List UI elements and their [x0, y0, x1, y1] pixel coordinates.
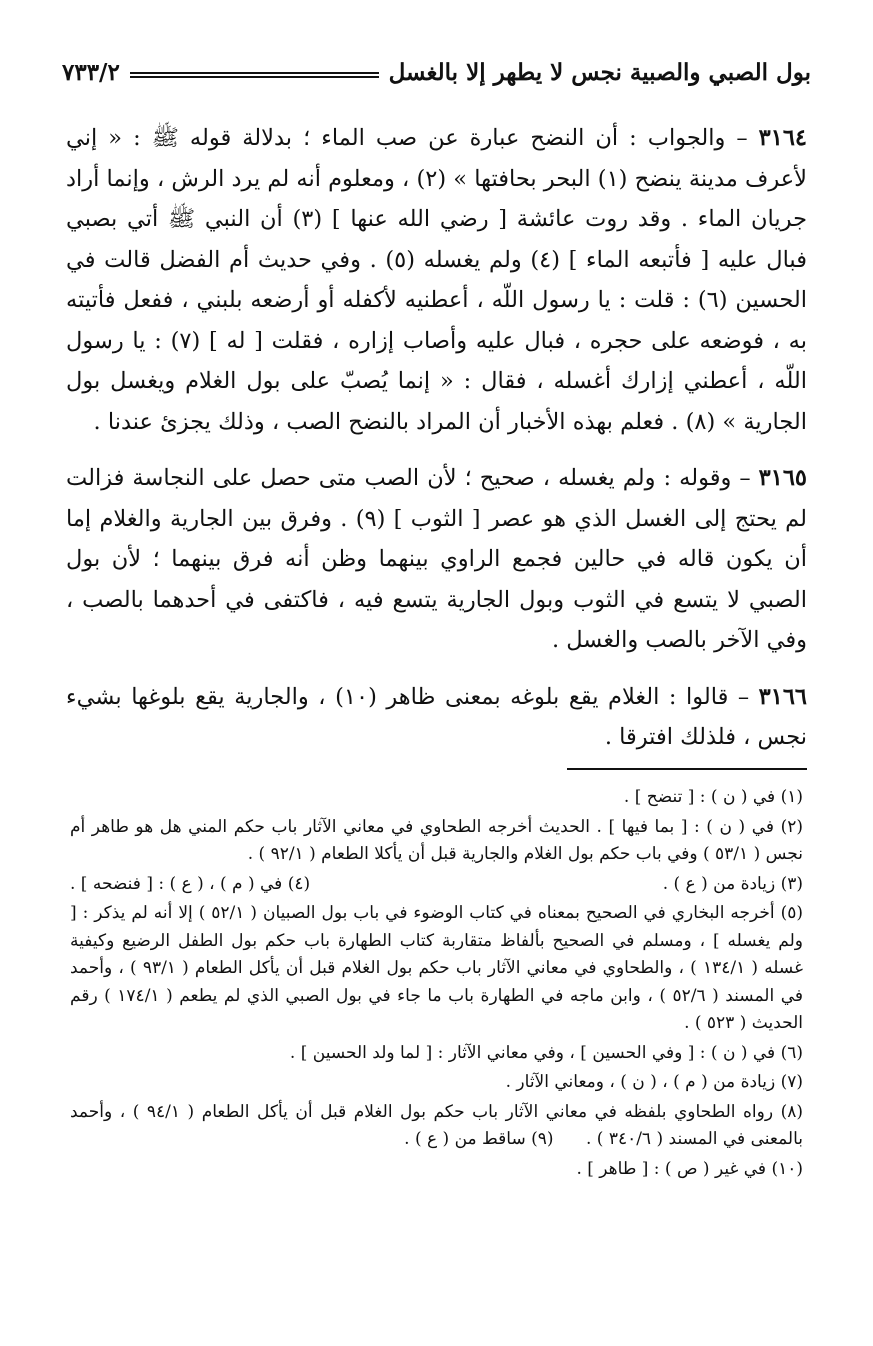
- main-text: [66, 118, 807, 774]
- footnote-5: (٥) أخرجه البخاري في الصحيح بمعناه في كتاب الوضوء في باب بول الصبيان ( ٥٢/١ ) إلا أنه لم يذكر : [ ولم يغسله ] ، ومسلم في الصحيح بألفاظ متقاربة كتاب الطهارة باب حكم بول الطفل الرضيع وكيفية غسله ( ١٣٤/١ ) ، والطحاوي في معاني الآثار باب حكم بول الغلام قبل أن يأكل الطعام ( ٩٣/١ ) ، وأحمد في المسند ( ٥٢/٦ ) ، وابن ماجه في الطهارة باب ما جاء في بول الصبي الذي لم يطعم ( ١٧٤/١ ) رقم الحديث ( ٥٢٣ ) .: [70, 903, 804, 1033]
- footnote-8: [70, 1099, 803, 1154]
- paragraph-3165: [66, 458, 807, 661]
- header-rule: [130, 72, 379, 78]
- footnote-1: (١) في ( ن ) : [ تنضح ] .: [623, 787, 803, 807]
- paragraph-3166: [66, 677, 807, 758]
- footnote-2: (٢) في ( ن ) : [ بما فيها ] . الحديث أخرجه الطحاوي في معاني الآثار باب حكم المني هل هو طاهر أم نجس ( ٥٣/١ ) وفي باب حكم بول الغلام والجارية قبل أن يأكلا الطعام ( ٩٢/١ ) .: [70, 816, 803, 864]
- paragraph-number: ٣١٦٥: [758, 465, 807, 491]
- footnote-6: (٦) في ( ن ) : [ وفي الحسين ] ، وفي معاني الآثار : [ لما ولد الحسين ] .: [289, 1042, 803, 1063]
- paragraph-number: ٣١٦٤: [758, 125, 807, 151]
- running-header: [62, 52, 811, 92]
- footnote-row-3-4: [70, 871, 803, 899]
- footnote-4: (٤) في ( م ) ، ( ع ) : [ فنضحه ] .: [70, 873, 311, 894]
- page-number: ٧٣٣/٢: [62, 58, 120, 86]
- footnote-3: (٣) زيادة من ( ع ) .: [662, 873, 803, 894]
- paragraph-text: – قالوا : الغلام يقع بلوغه بمعنى ظاهر (١٠) ، والجارية يقع بلوغها بشيء نجس ، فلذلك افترقا .: [66, 683, 807, 750]
- footnote-10: (١٠) في غير ( ص ) : [ طاهر ] .: [576, 1158, 803, 1179]
- chapter-title: بول الصبي والصبية نجس لا يطهر إلا بالغسل: [388, 58, 811, 86]
- paragraph-number: ٣١٦٦: [758, 683, 807, 710]
- paragraph-text: – والجواب : أن النضح عبارة عن صب الماء ؛ بدلالة قوله ﷺ : « إني لأعرف مدينة ينضح (١) البحر بحافتها » (٢) ، ومعلوم أنه لم يرد الرش ، وإنما أراد جريان الماء . وقد روت عائشة [ رضي الله عنها ] (٣) أن النبي ﷺ أتي بصبي فبال عليه [ فأتبعه الماء ] (٤) ولم يغسله (٥) . وفي حديث أم الفضل قالت في الحسين (٦) : قلت : يا رسول اللّه ، أعطنيه لأكفله أو أرضعه بلبني ، ففعل فأتيته به ، فوضعه على حجره ، فبال عليه وأصاب إزاره ، فقلت [ له ] (٧) : يا رسول اللّه ، أعطني إزارك أغسله ، فقال : « إنما يُصبّ على بول الغلام ويغسل بول الجارية » (٨) . فعلم بهذه الأخبار أن المراد بالنضح الصب ، وذلك يجزئ عندنا .: [66, 125, 808, 435]
- footnote-separator: [567, 768, 807, 770]
- paragraph-text: – وقوله : ولم يغسله ، صحيح ؛ لأن الصب متى حصل على النجاسة فزالت لم يحتج إلى الغسل الذي هو عصر [ الثوب ] (٩) . وفرق بين الجارية والغلام إما أن يكون قاله في حالين فجمع الراوي بينهما وظن أنه فرق بينهما ؛ لأن بول الصبي لا يتسع في الثوب وبول الجارية يتسع فيه ، فاكتفى في أحدهما بالصب ، وفي الآخر بالصب والغسل .: [66, 465, 807, 653]
- footnotes: [70, 784, 803, 1185]
- footnote-8-text: (٨) رواه الطحاوي بلفظه في معاني الآثار باب حكم بول الغلام قبل أن يأكل الطعام ( ٩٤/١ ) ، وأحمد بالمعنى في المسند ( ٣٤٠/٦ ) .: [70, 1101, 803, 1149]
- footnote-7: (٧) زيادة من ( م ) ، ( ن ) ، ومعاني الآثار .: [505, 1072, 803, 1092]
- footnote-9: (٩) ساقط من ( ع ) .: [404, 1129, 554, 1149]
- paragraph-3164: [66, 118, 807, 442]
